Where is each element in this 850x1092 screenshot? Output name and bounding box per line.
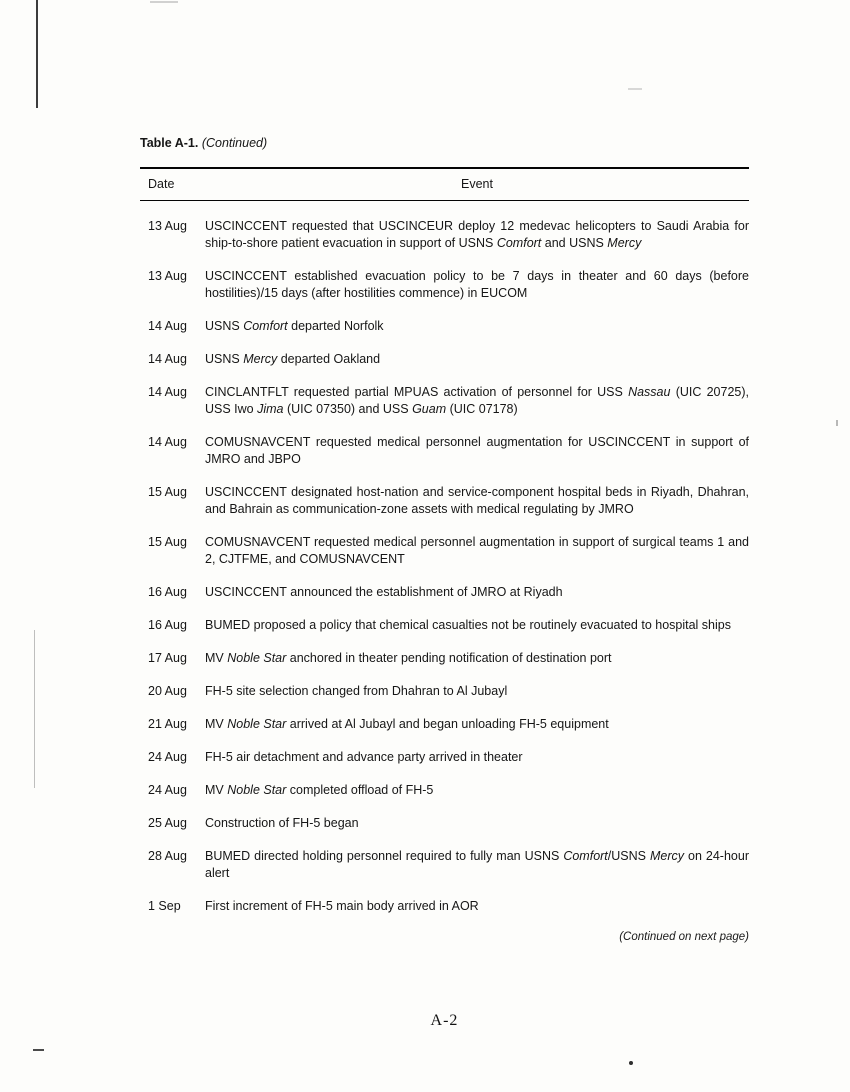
event-text: and USNS [541,236,608,250]
table-row [140,484,749,518]
row-event [205,384,749,418]
event-text: departed Oakland [277,352,381,366]
event-text: FH-5 air detachment and advance party arrived in theater [205,750,523,764]
table-row [140,650,749,667]
row-event [205,484,749,518]
table-row [140,268,749,302]
continued-note: (Continued on next page) [619,931,749,943]
table-row [140,716,749,733]
scan-artifact-left-line-middle [34,630,35,788]
table-row [140,534,749,568]
event-text: completed offload of FH-5 [286,783,434,797]
event-text-italic: Nassau [628,385,671,399]
table-header-row [140,169,749,200]
table-row [140,384,749,418]
event-text: anchored in theater pending notification of destination port [286,651,612,665]
scan-artifact-bottom-dot [629,1061,633,1065]
table-body [140,201,749,915]
event-text: BUMED proposed a policy that chemical casualties not be routinely evacuated to hospital ships [205,618,731,632]
event-text: USCINCCENT announced the establishment of JMRO at Riyadh [205,585,563,599]
column-header-date: Date [148,177,175,191]
table-title [140,136,749,150]
table-row [140,782,749,799]
row-date: 13 Aug [148,269,187,283]
row-event [205,218,749,252]
event-text: First increment of FH-5 main body arrived in AOR [205,899,479,913]
table-row [140,434,749,468]
scan-artifact-left-line-top [36,0,38,108]
table-row [140,848,749,882]
event-text-italic: Noble Star [227,717,287,731]
row-date: 21 Aug [148,717,187,731]
row-date: 16 Aug [148,585,187,599]
scan-artifact-top-speck [150,1,178,3]
table-row [140,218,749,252]
row-date: 14 Aug [148,385,187,399]
row-event [205,683,749,700]
event-text: /USNS [607,849,650,863]
event-text: USNS [205,352,244,366]
row-date: 1 Sep [148,899,181,913]
row-date: 14 Aug [148,435,187,449]
table-title-label: Table A-1. [140,136,199,150]
row-date: 17 Aug [148,651,187,665]
table-row [140,584,749,601]
row-date: 16 Aug [148,618,187,632]
row-date: 15 Aug [148,485,187,499]
event-text-italic: Mercy [649,849,685,863]
row-event [205,898,749,915]
event-text: USNS [205,319,244,333]
row-event [205,749,749,766]
row-date: 14 Aug [148,352,187,366]
table-row [140,898,749,915]
table-row [140,351,749,368]
row-event [205,318,749,335]
scan-artifact-right-mark [836,420,838,426]
table-row [140,683,749,700]
row-event [205,584,749,601]
event-text-italic: Comfort [243,319,288,333]
row-event [205,351,749,368]
event-text-italic: Comfort [563,849,608,863]
row-event [205,815,749,832]
row-date: 24 Aug [148,750,187,764]
row-event [205,534,749,568]
event-text: BUMED directed holding personnel required to fully man USNS [205,849,564,863]
scan-artifact-top-right-dots [628,88,642,90]
event-text: departed Norfolk [287,319,384,333]
event-text: USCINCCENT established evacuation policy to be 7 days in theater and 60 days (before hostilities)/15 days (after hostilities commence) in EUCOM [205,269,749,300]
event-text-italic: Mercy [243,352,278,366]
event-text: on 24-hour alert [205,849,749,880]
event-text: MV [205,783,228,797]
event-text: USCINCCENT requested that USCINCEUR deploy 12 medevac helicopters to Saudi Arabia for ship-to-shore patient evacuation in support of USNS [205,219,749,250]
event-text-italic: Noble Star [227,783,287,797]
page-number: A-2 [430,1012,459,1029]
event-text: (UIC 07178) [446,402,518,416]
column-header-event: Event [461,177,493,191]
scan-artifact-bottom-dash [33,1049,44,1051]
row-event [205,782,749,799]
event-text: arrived at Al Jubayl and began unloading FH-5 equipment [286,717,609,731]
event-text: COMUSNAVCENT requested medical personnel augmentation for USCINCCENT in support of JMRO and JBPO [205,435,749,466]
event-text: (UIC 20725), USS Iwo [205,385,749,416]
event-text: MV [205,717,228,731]
event-text: Construction of FH-5 began [205,816,359,830]
table-row [140,617,749,634]
table-container [140,136,749,943]
row-date: 28 Aug [148,849,187,863]
event-text-italic: Guam [412,402,447,416]
event-text-italic: Mercy [607,236,642,250]
event-text: (UIC 07350) and USS [283,402,413,416]
event-text: CINCLANTFLT requested partial MPUAS activation of personnel for USS [205,385,629,399]
event-text: USCINCCENT designated host-nation and service-component hospital beds in Riyadh, Dhahran, and Bahrain as communication-zone assets with medical regulating by JMRO [205,485,749,516]
row-event [205,268,749,302]
event-text-italic: Noble Star [227,651,287,665]
row-date: 14 Aug [148,319,187,333]
event-text: MV [205,651,228,665]
table-row [140,815,749,832]
row-date: 15 Aug [148,535,187,549]
row-date: 20 Aug [148,684,187,698]
event-text: FH-5 site selection changed from Dhahran to Al Jubayl [205,684,508,698]
row-event [205,617,749,634]
row-date: 13 Aug [148,219,187,233]
event-text-italic: Jima [257,402,284,416]
row-event [205,716,749,733]
row-event [205,848,749,882]
row-event [205,434,749,468]
table-row [140,749,749,766]
row-event [205,650,749,667]
table-row [140,318,749,335]
event-text: COMUSNAVCENT requested medical personnel augmentation in support of surgical teams 1 and 2, CJTFME, and COMUSNAVCENT [205,535,749,566]
row-date: 25 Aug [148,816,187,830]
table-title-continued: (Continued) [201,136,268,150]
row-date: 24 Aug [148,783,187,797]
event-text-italic: Comfort [496,236,542,250]
